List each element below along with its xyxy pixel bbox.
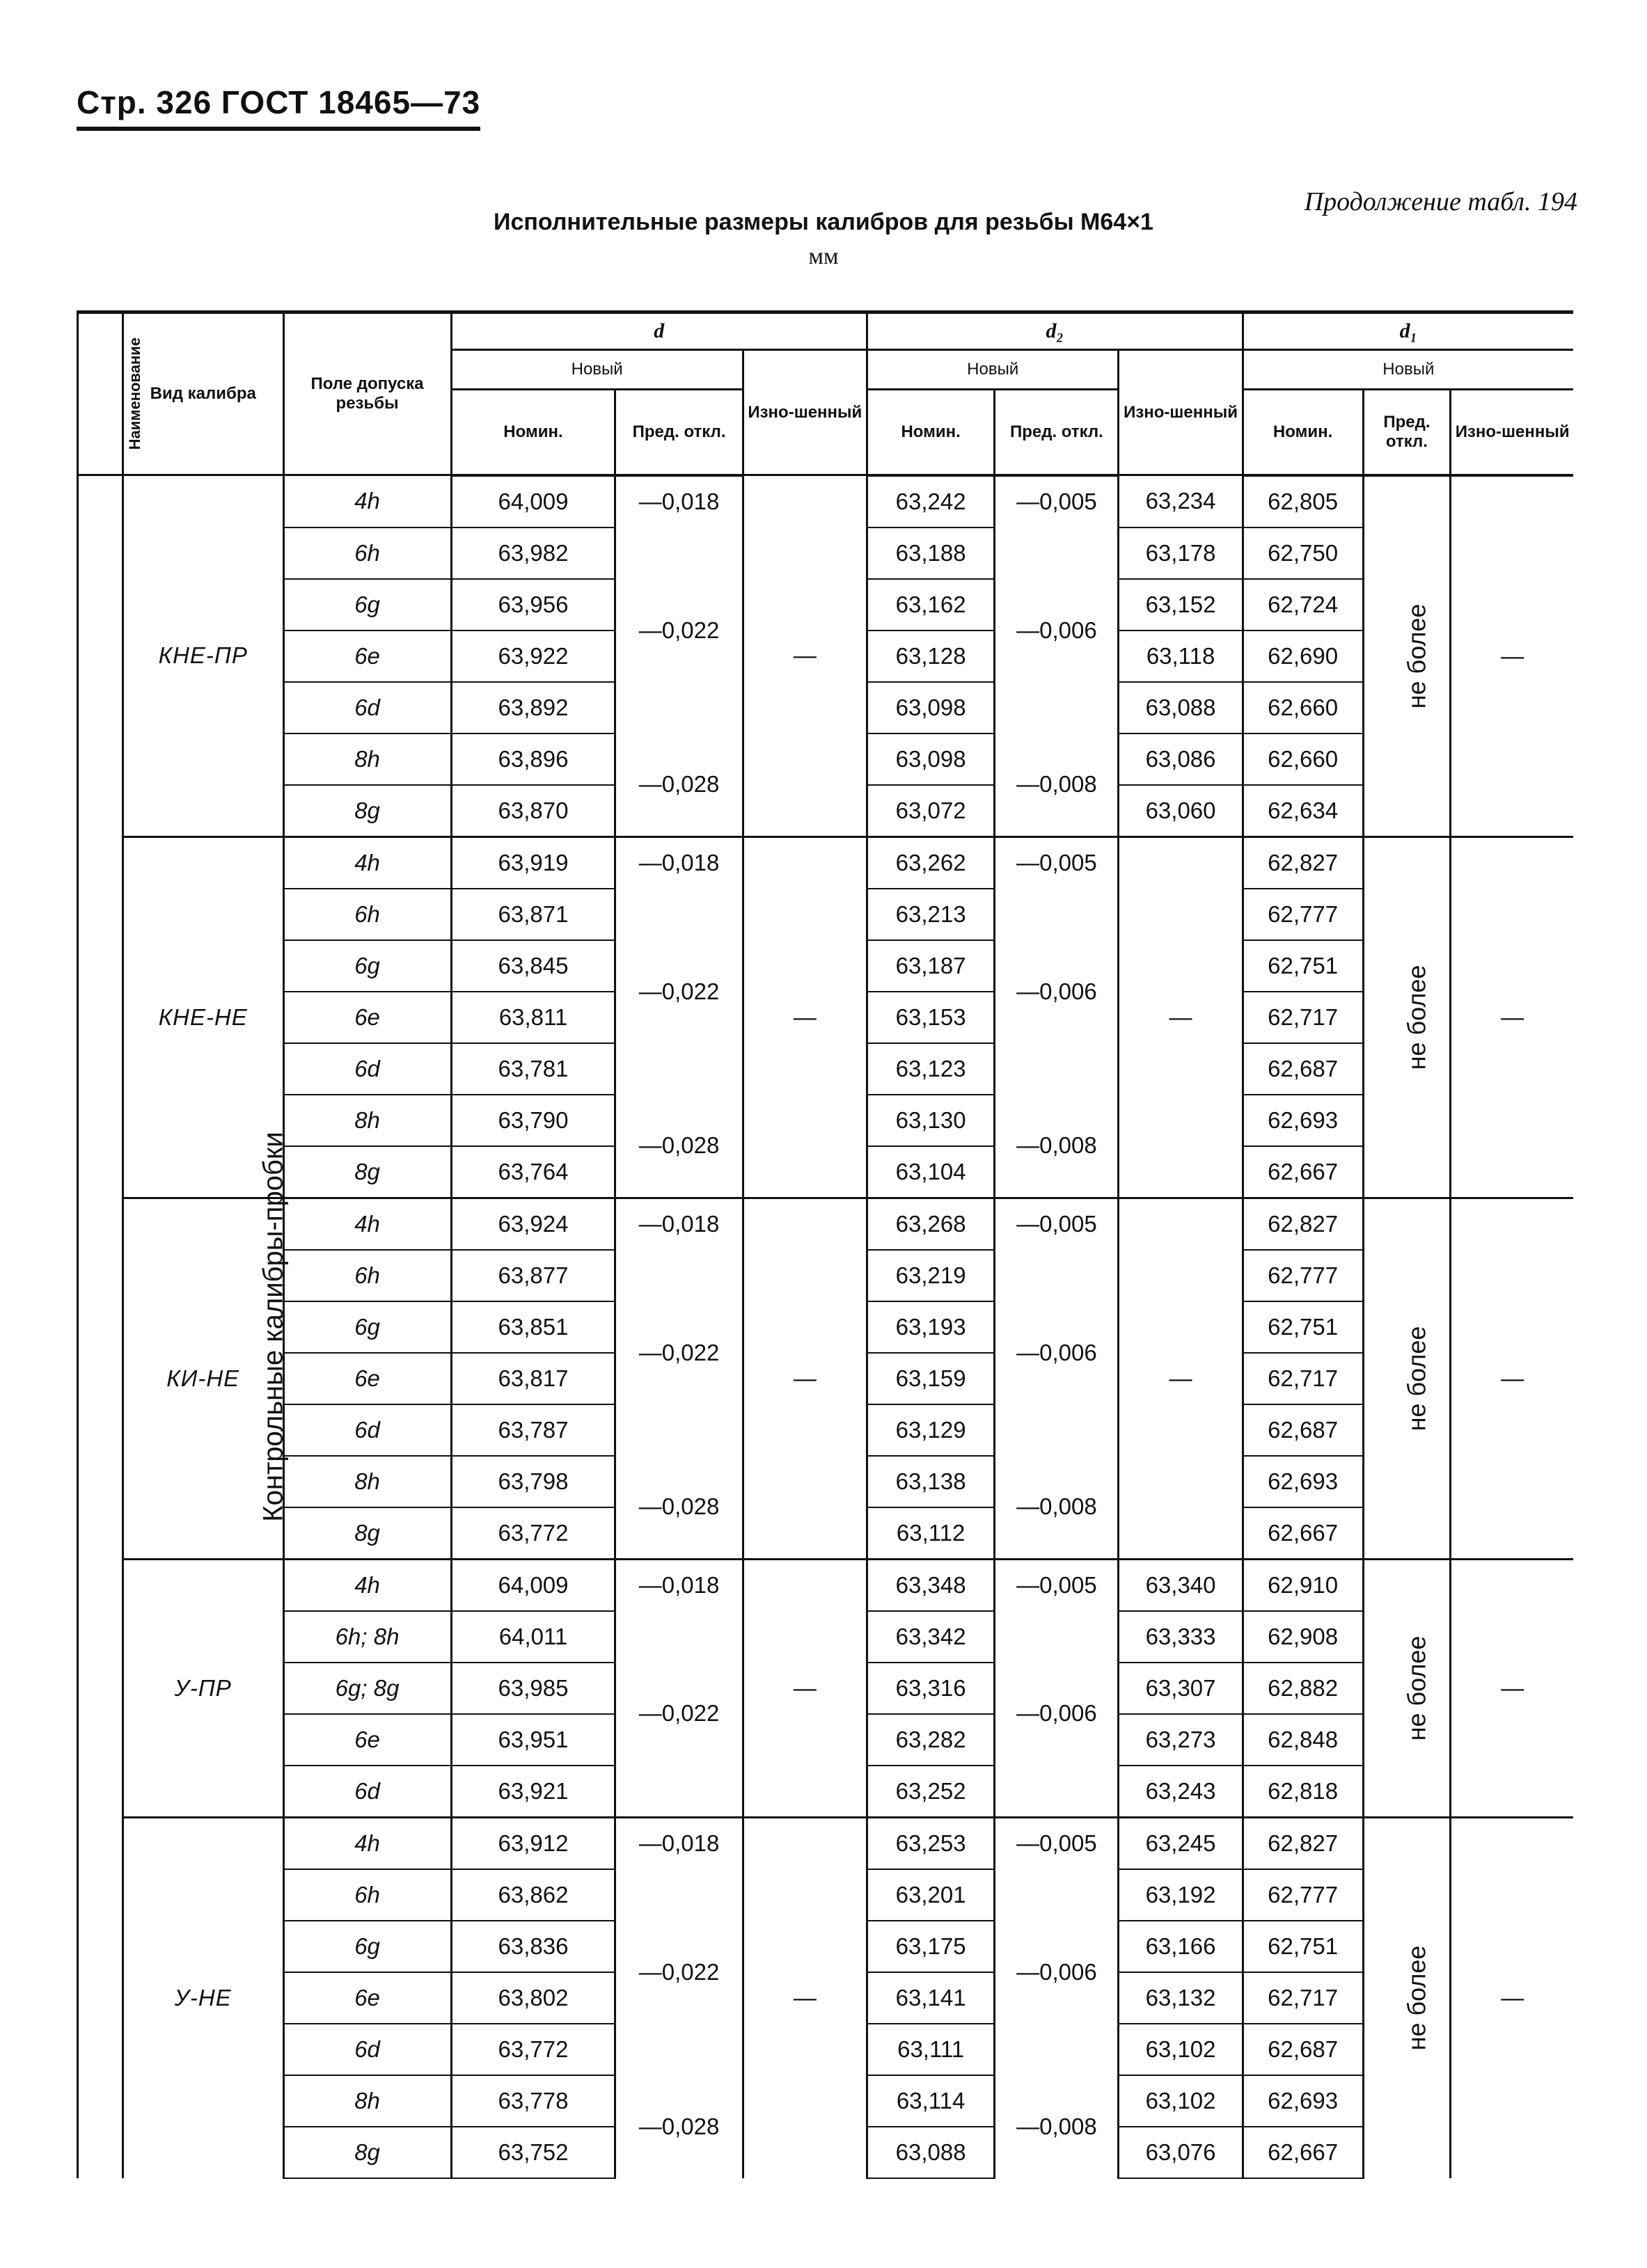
d1-worn-dash: — <box>1451 1198 1573 1559</box>
tolerance-field: 6d <box>283 1404 451 1456</box>
d2-deviation: —0,008 <box>995 733 1119 837</box>
d-worn-dash: — <box>743 475 867 837</box>
d-nominal: 63,956 <box>451 579 615 631</box>
header-d-nom: Номин. <box>451 389 615 475</box>
header-d-worn: Изно-шенный <box>743 350 867 475</box>
d-deviation: —0,022 <box>615 1611 743 1818</box>
header-field: Поле допуска резьбы <box>283 312 451 475</box>
tolerance-field: 6h <box>283 889 451 940</box>
header-d-new: Новый <box>451 350 743 390</box>
gauge-name-label: Контрольные калибры-пробки <box>258 1132 289 1522</box>
d2-nominal: 63,316 <box>867 1663 994 1714</box>
d1-nominal: 62,693 <box>1243 1456 1363 1507</box>
d-nominal: 63,985 <box>451 1663 615 1714</box>
d1-nominal: 62,827 <box>1243 1817 1363 1869</box>
header-d2-worn: Изно-шенный <box>1119 350 1243 475</box>
d1-worn-dash: — <box>1451 1559 1573 1817</box>
d-nominal: 64,009 <box>451 475 615 528</box>
d1-nominal: 62,687 <box>1243 1404 1363 1456</box>
d2-worn: 63,102 <box>1119 2075 1243 2127</box>
d-deviation: —0,018 <box>615 475 743 528</box>
table-title: Исполнительные размеры калибров для резьбы M64×1 <box>494 209 1153 235</box>
d-nominal: 63,912 <box>451 1817 615 1869</box>
tolerance-field: 8g <box>283 785 451 837</box>
gauge-kind: У-ПР <box>123 1559 283 1817</box>
d2-nominal: 63,098 <box>867 733 994 785</box>
tolerance-field: 8g <box>283 2127 451 2178</box>
header-d2-nom: Номин. <box>867 389 994 475</box>
d2-nominal: 63,342 <box>867 1611 994 1663</box>
d1-nominal: 62,848 <box>1243 1714 1363 1766</box>
tolerance-field: 6e <box>283 992 451 1043</box>
d1-nominal: 62,690 <box>1243 631 1363 682</box>
d-worn-dash: — <box>743 1559 867 1817</box>
d2-deviation: —0,005 <box>995 836 1119 889</box>
tolerance-field: 8g <box>283 1507 451 1560</box>
d-nominal: 63,781 <box>451 1043 615 1095</box>
d-nominal: 63,790 <box>451 1095 615 1146</box>
d1-nominal: 62,750 <box>1243 528 1363 579</box>
d-nominal: 63,817 <box>451 1353 615 1404</box>
d1-nominal: 62,660 <box>1243 682 1363 733</box>
d-deviation: —0,022 <box>615 1250 743 1456</box>
header-d2: d₂ <box>867 312 1243 350</box>
d2-nominal: 63,141 <box>867 1972 994 2024</box>
d-deviation: —0,018 <box>615 1198 743 1250</box>
d2-deviation: —0,006 <box>995 1869 1119 2075</box>
header-d2-new: Новый <box>867 350 1119 390</box>
d1-nominal: 62,751 <box>1243 1921 1363 1972</box>
d-nominal: 63,924 <box>451 1198 615 1250</box>
d1-nominal: 62,818 <box>1243 1766 1363 1818</box>
d2-nominal: 63,104 <box>867 1146 994 1198</box>
d2-nominal: 63,162 <box>867 579 994 631</box>
header-d1-nom: Номин. <box>1243 389 1363 475</box>
tolerance-field: 6d <box>283 1766 451 1818</box>
d-nominal: 63,811 <box>451 992 615 1043</box>
tolerance-field: 6h <box>283 1250 451 1301</box>
tolerance-field: 6g <box>283 1921 451 1972</box>
d2-nominal: 63,242 <box>867 475 994 528</box>
d1-nominal: 62,777 <box>1243 1869 1363 1921</box>
d-worn-dash: — <box>743 836 867 1198</box>
d-deviation: —0,018 <box>615 836 743 889</box>
d1-nominal: 62,667 <box>1243 2127 1363 2178</box>
tolerance-field: 8h <box>283 1456 451 1507</box>
d1-limit-cell <box>1363 1198 1451 1559</box>
d-deviation: —0,028 <box>615 1095 743 1198</box>
tolerance-field: 6d <box>283 682 451 733</box>
d1-nominal: 62,693 <box>1243 2075 1363 2127</box>
d-deviation: —0,028 <box>615 1456 743 1560</box>
d-deviation: —0,018 <box>615 1817 743 1869</box>
d1-nominal: 62,693 <box>1243 1095 1363 1146</box>
d-nominal: 63,896 <box>451 733 615 785</box>
header-kind: Вид калибра <box>123 312 283 475</box>
d2-deviation: —0,008 <box>995 2075 1119 2178</box>
header-name: Наименование <box>78 312 123 475</box>
d2-worn: 63,192 <box>1119 1869 1243 1921</box>
d2-deviation: —0,008 <box>995 1095 1119 1198</box>
d1-nominal: 62,717 <box>1243 1353 1363 1404</box>
d2-deviation: —0,006 <box>995 528 1119 733</box>
d2-nominal: 63,088 <box>867 2127 994 2178</box>
d1-limit-label: не более <box>1401 1326 1431 1431</box>
d-nominal: 63,772 <box>451 2024 615 2075</box>
d2-worn: 63,307 <box>1119 1663 1243 1714</box>
d2-nominal: 63,114 <box>867 2075 994 2127</box>
d2-worn: 63,086 <box>1119 733 1243 785</box>
d2-worn: 63,273 <box>1119 1714 1243 1766</box>
tolerance-field: 6d <box>283 1043 451 1095</box>
d1-nominal: 62,660 <box>1243 733 1363 785</box>
d1-nominal: 62,910 <box>1243 1559 1363 1611</box>
d2-worn: 63,132 <box>1119 1972 1243 2024</box>
d-nominal: 63,921 <box>451 1766 615 1818</box>
table-row <box>78 1559 1574 1611</box>
d2-worn: 63,076 <box>1119 2127 1243 2178</box>
d1-nominal: 62,717 <box>1243 1972 1363 2024</box>
d-nominal: 63,922 <box>451 631 615 682</box>
d-nominal: 64,009 <box>451 1559 615 1611</box>
tolerance-field: 4h <box>283 1198 451 1250</box>
header-d-dev: Пред. откл. <box>615 389 743 475</box>
d1-nominal: 62,687 <box>1243 1043 1363 1095</box>
d1-worn-dash: — <box>1451 475 1573 837</box>
d1-nominal: 62,908 <box>1243 1611 1363 1663</box>
d-nominal: 63,764 <box>451 1146 615 1198</box>
d2-nominal: 63,348 <box>867 1559 994 1611</box>
d-nominal: 63,845 <box>451 940 615 992</box>
d1-nominal: 62,687 <box>1243 2024 1363 2075</box>
d2-nominal: 63,138 <box>867 1456 994 1507</box>
continuation-note: Продолжение табл. 194 <box>1304 187 1577 216</box>
d2-deviation: —0,006 <box>995 889 1119 1095</box>
d2-nominal: 63,188 <box>867 528 994 579</box>
d-nominal: 63,892 <box>451 682 615 733</box>
d2-nominal: 63,129 <box>867 1404 994 1456</box>
header-d1-dev: Пред. откл. <box>1363 389 1451 475</box>
d-nominal: 63,778 <box>451 2075 615 2127</box>
tolerance-field: 8g <box>283 1146 451 1198</box>
header-d1-new: Новый <box>1243 350 1573 390</box>
d2-nominal: 63,201 <box>867 1869 994 1921</box>
d1-nominal: 62,717 <box>1243 992 1363 1043</box>
tolerance-field: 6g <box>283 579 451 631</box>
d1-worn-dash: — <box>1451 836 1573 1198</box>
d-nominal: 63,752 <box>451 2127 615 2178</box>
d2-deviation: —0,006 <box>995 1250 1119 1456</box>
d2-worn: 63,060 <box>1119 785 1243 837</box>
table-row <box>78 836 1574 889</box>
d2-nominal: 63,153 <box>867 992 994 1043</box>
d2-worn: 63,340 <box>1119 1559 1243 1611</box>
d-deviation: —0,022 <box>615 889 743 1095</box>
d2-worn: 63,178 <box>1119 528 1243 579</box>
table-row <box>78 475 1574 528</box>
tolerance-field: 6d <box>283 2024 451 2075</box>
tolerance-field: 6h <box>283 1869 451 1921</box>
tolerance-field: 6h; 8h <box>283 1611 451 1663</box>
d-nominal: 63,919 <box>451 836 615 889</box>
d2-deviation: —0,005 <box>995 1817 1119 1869</box>
d1-nominal: 62,667 <box>1243 1146 1363 1198</box>
d-nominal: 63,836 <box>451 1921 615 1972</box>
d1-limit-cell <box>1363 836 1451 1198</box>
d1-limit-label: не более <box>1401 1945 1431 2051</box>
d2-nominal: 63,123 <box>867 1043 994 1095</box>
d-deviation: —0,028 <box>615 2075 743 2178</box>
d-nominal: 63,787 <box>451 1404 615 1456</box>
d1-nominal: 62,882 <box>1243 1663 1363 1714</box>
d2-nominal: 63,213 <box>867 889 994 940</box>
header-d: d <box>451 312 867 350</box>
d2-nominal: 63,252 <box>867 1766 994 1818</box>
gauge-dimensions-table <box>77 310 1573 2179</box>
d-nominal: 63,802 <box>451 1972 615 2024</box>
d1-limit-label: не более <box>1401 603 1431 708</box>
page-header: Стр. 326 ГОСТ 18465—73 <box>77 84 480 131</box>
d-nominal: 63,851 <box>451 1301 615 1353</box>
d2-nominal: 63,219 <box>867 1250 994 1301</box>
d2-worn: 63,102 <box>1119 2024 1243 2075</box>
d1-nominal: 62,777 <box>1243 889 1363 940</box>
d-nominal: 63,772 <box>451 1507 615 1560</box>
table-row <box>78 1198 1574 1250</box>
d1-nominal: 62,827 <box>1243 1198 1363 1250</box>
d-nominal: 63,798 <box>451 1456 615 1507</box>
d1-nominal: 62,751 <box>1243 940 1363 992</box>
table-row <box>78 1817 1574 1869</box>
gauge-kind: КИ-НЕ <box>123 1198 283 1559</box>
d2-nominal: 63,175 <box>867 1921 994 1972</box>
d1-worn-dash: — <box>1451 1817 1573 2178</box>
d1-limit-label: не более <box>1401 965 1431 1070</box>
tolerance-field: 6e <box>283 1972 451 2024</box>
d-nominal: 63,870 <box>451 785 615 837</box>
d1-nominal: 62,724 <box>1243 579 1363 631</box>
d-nominal: 64,011 <box>451 1611 615 1663</box>
table-unit: мм <box>808 244 839 269</box>
d-nominal: 63,951 <box>451 1714 615 1766</box>
d2-worn: 63,243 <box>1119 1766 1243 1818</box>
tolerance-field: 4h <box>283 836 451 889</box>
d2-worn-dash: — <box>1119 836 1243 1198</box>
d2-worn: 63,166 <box>1119 1921 1243 1972</box>
d2-nominal: 63,128 <box>867 631 994 682</box>
d-nominal: 63,982 <box>451 528 615 579</box>
header-d2-dev: Пред. откл. <box>995 389 1119 475</box>
d1-nominal: 62,751 <box>1243 1301 1363 1353</box>
gauge-table-wrap <box>77 310 1573 2179</box>
d2-nominal: 63,268 <box>867 1198 994 1250</box>
tolerance-field: 6e <box>283 1714 451 1766</box>
d2-nominal: 63,282 <box>867 1714 994 1766</box>
d2-deviation: —0,006 <box>995 1611 1119 1818</box>
tolerance-field: 8h <box>283 2075 451 2127</box>
d2-nominal: 63,111 <box>867 2024 994 2075</box>
d1-nominal: 62,667 <box>1243 1507 1363 1560</box>
tolerance-field: 8h <box>283 733 451 785</box>
tolerance-field: 6g <box>283 940 451 992</box>
d1-limit-cell <box>1363 475 1451 837</box>
d-nominal: 63,877 <box>451 1250 615 1301</box>
d2-deviation: —0,005 <box>995 1198 1119 1250</box>
d-worn-dash: — <box>743 1817 867 2178</box>
d2-deviation: —0,008 <box>995 1456 1119 1560</box>
d2-worn: 63,088 <box>1119 682 1243 733</box>
d2-deviation: —0,005 <box>995 1559 1119 1611</box>
tolerance-field: 6g; 8g <box>283 1663 451 1714</box>
d2-worn: 63,152 <box>1119 579 1243 631</box>
d2-worn: 63,118 <box>1119 631 1243 682</box>
gauge-kind: КНЕ-ПР <box>123 475 283 837</box>
tolerance-field: 6e <box>283 631 451 682</box>
d2-nominal: 63,072 <box>867 785 994 837</box>
tolerance-field: 6h <box>283 528 451 579</box>
d2-deviation: —0,005 <box>995 475 1119 528</box>
header-d1-worn: Изно-шенный <box>1451 389 1573 475</box>
d-deviation: —0,028 <box>615 733 743 837</box>
gauge-kind: КНЕ-НЕ <box>123 836 283 1198</box>
d2-nominal: 63,187 <box>867 940 994 992</box>
d1-limit-cell <box>1363 1559 1451 1817</box>
d-worn-dash: — <box>743 1198 867 1559</box>
d1-limit-label: не более <box>1401 1635 1431 1740</box>
tolerance-field: 4h <box>283 475 451 528</box>
tolerance-field: 4h <box>283 1817 451 1869</box>
tolerance-field: 6g <box>283 1301 451 1353</box>
d2-nominal: 63,130 <box>867 1095 994 1146</box>
d2-nominal: 63,253 <box>867 1817 994 1869</box>
d2-worn-dash: — <box>1119 1198 1243 1559</box>
tolerance-field: 6e <box>283 1353 451 1404</box>
d2-nominal: 63,159 <box>867 1353 994 1404</box>
d1-nominal: 62,827 <box>1243 836 1363 889</box>
d2-nominal: 63,098 <box>867 682 994 733</box>
d2-nominal: 63,193 <box>867 1301 994 1353</box>
tolerance-field: 4h <box>283 1559 451 1611</box>
d1-nominal: 62,634 <box>1243 785 1363 837</box>
d-deviation: —0,022 <box>615 1869 743 2075</box>
tolerance-field: 8h <box>283 1095 451 1146</box>
gauge-kind: У-НЕ <box>123 1817 283 2178</box>
d1-nominal: 62,805 <box>1243 475 1363 528</box>
d-deviation: —0,018 <box>615 1559 743 1611</box>
d2-worn: 63,333 <box>1119 1611 1243 1663</box>
table-body <box>78 475 1574 2178</box>
d1-limit-cell <box>1363 1817 1451 2178</box>
d-deviation: —0,022 <box>615 528 743 733</box>
d2-worn: 63,234 <box>1119 475 1243 528</box>
d2-nominal: 63,112 <box>867 1507 994 1560</box>
d-nominal: 63,871 <box>451 889 615 940</box>
d-nominal: 63,862 <box>451 1869 615 1921</box>
d2-worn: 63,245 <box>1119 1817 1243 1869</box>
d1-nominal: 62,777 <box>1243 1250 1363 1301</box>
header-d1: d₁ <box>1243 312 1573 350</box>
d2-nominal: 63,262 <box>867 836 994 889</box>
